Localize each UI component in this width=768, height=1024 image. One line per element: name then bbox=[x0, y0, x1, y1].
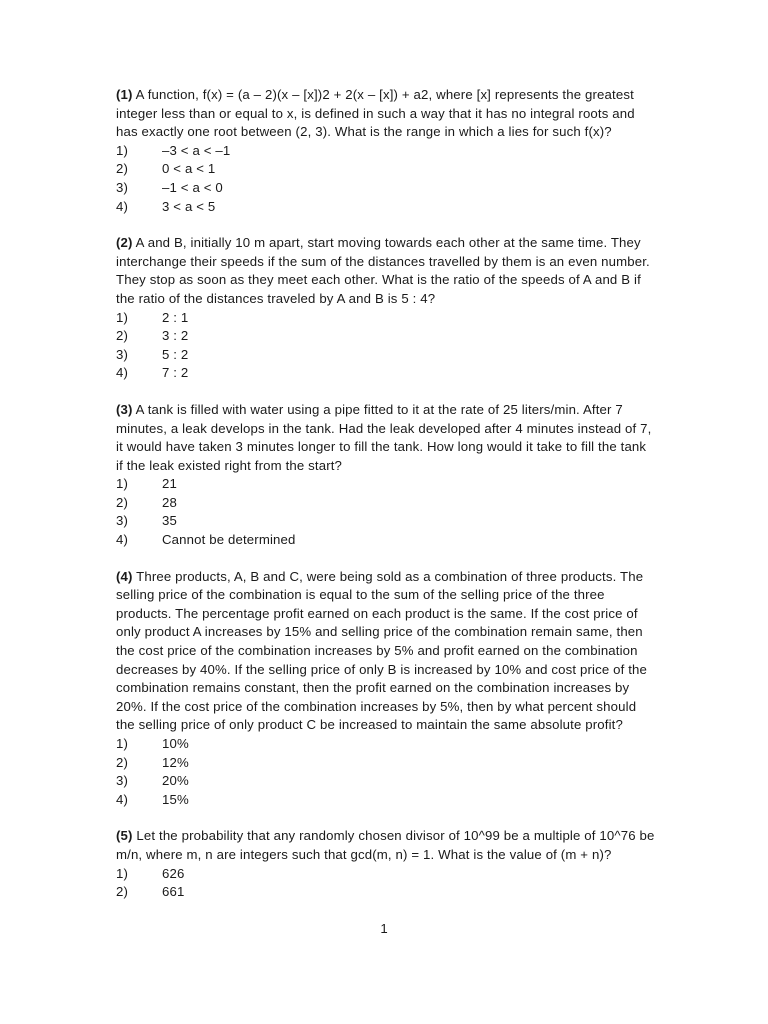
question-body: A function, f(x) = (a – 2)(x – [x])2 + 2(x – [x]) + a2, where [x] represents the greatest integer less than or equal to x, is defined in such a way that it has no integral roots and has exactly one root between (2, 3). What is the range in which a lies for such f(x)? bbox=[116, 87, 635, 140]
option-text: 28 bbox=[162, 494, 177, 510]
option bbox=[116, 754, 656, 773]
option-text: 626 bbox=[162, 865, 185, 881]
question-1 bbox=[116, 86, 656, 216]
option-text: –3 < a < –1 bbox=[162, 142, 231, 158]
option bbox=[116, 883, 656, 902]
option bbox=[116, 198, 656, 217]
option-number: 3) bbox=[116, 346, 129, 362]
question-body: Three products, A, B and C, were being sold as a combination of three products. The selling price of the combination is equal to the sum of the selling price of the three products. The percentage profit earned on each product is the same. If the cost price of only product A increases by 15% and selling price of the combination remain same, then the cost price of the combination increases by 5% and profit earned on the combination decreases by 40%. If the selling price of only B is increased by 10% and cost price of the combination remains constant, then the profit earned on the combination increases by 20%. If the cost price of the combination increases by 5%, then by what percent should the selling price of only product C be increased to maintain the same absolute profit? bbox=[116, 568, 648, 733]
option-number: 1) bbox=[116, 142, 129, 158]
option bbox=[116, 475, 656, 494]
question-number: (1) bbox=[116, 87, 133, 102]
option-number: 2) bbox=[116, 494, 129, 510]
option-number: 4) bbox=[116, 532, 129, 548]
option-text: 20% bbox=[162, 773, 189, 789]
option-text: 661 bbox=[162, 884, 185, 900]
option bbox=[116, 142, 656, 161]
option bbox=[116, 309, 656, 328]
option bbox=[116, 531, 656, 550]
option-text: 15% bbox=[162, 791, 189, 807]
option-list bbox=[116, 735, 656, 809]
option-text: 10% bbox=[162, 736, 189, 751]
question-number: (2) bbox=[116, 235, 133, 251]
question-number: (3) bbox=[116, 401, 133, 417]
question-text bbox=[116, 568, 656, 735]
option-number: 1) bbox=[116, 309, 129, 325]
option bbox=[116, 772, 656, 791]
option-text: 12% bbox=[162, 754, 189, 770]
option-number: 2) bbox=[116, 161, 129, 177]
option-list bbox=[116, 475, 656, 549]
option-number: 3) bbox=[116, 179, 129, 195]
option-text: 2 : 1 bbox=[162, 309, 189, 325]
option-number: 1) bbox=[116, 736, 129, 751]
option-text: –1 < a < 0 bbox=[162, 179, 223, 195]
question-number: (5) bbox=[116, 828, 133, 844]
option-text: 3 : 2 bbox=[162, 328, 189, 344]
question-3 bbox=[116, 401, 656, 550]
question-2 bbox=[116, 234, 656, 383]
question-number: (4) bbox=[116, 568, 133, 584]
question-text bbox=[116, 401, 656, 475]
option-text: 21 bbox=[162, 476, 177, 492]
option-number: 2) bbox=[116, 884, 129, 900]
option bbox=[116, 179, 656, 198]
option-number: 3) bbox=[116, 773, 129, 789]
option bbox=[116, 512, 656, 531]
question-list bbox=[116, 86, 656, 920]
option-number: 3) bbox=[116, 513, 129, 529]
option-number: 1) bbox=[116, 476, 129, 492]
option bbox=[116, 735, 656, 754]
option-text: 0 < a < 1 bbox=[162, 161, 216, 177]
option bbox=[116, 327, 656, 346]
option-text: 35 bbox=[162, 513, 177, 529]
question-text bbox=[116, 827, 656, 864]
option bbox=[116, 346, 656, 365]
question-body: A tank is filled with water using a pipe fitted to it at the rate of 25 liters/min. After 7 minutes, a leak develops in the tank. Had the leak developed after 4 minutes instead of 7, it would have taken 3 minutes longer to fill the tank. How long would it take to fill the tank if the leak existed right from the start? bbox=[116, 401, 652, 473]
question-4 bbox=[116, 568, 656, 810]
question-text bbox=[116, 86, 656, 142]
option-number: 4) bbox=[116, 198, 129, 214]
option-number: 2) bbox=[116, 754, 129, 770]
option-number: 1) bbox=[116, 865, 129, 881]
option-text: Cannot be determined bbox=[162, 532, 296, 548]
page-number: 1 bbox=[380, 921, 388, 936]
option-number: 4) bbox=[116, 791, 129, 807]
option-list bbox=[116, 142, 656, 216]
option-text: 3 < a < 5 bbox=[162, 198, 216, 214]
option-text: 5 : 2 bbox=[162, 346, 189, 362]
option bbox=[116, 364, 656, 383]
question-body: A and B, initially 10 m apart, start moving towards each other at the same time. They interchange their speeds if the sum of the distances travelled by them is an even number. They stop as soon as they meet each other. What is the ratio of the speeds of A and B if the ratio of the distances traveled by A and B is 5 : 4? bbox=[116, 235, 650, 306]
option-list bbox=[116, 865, 656, 902]
option bbox=[116, 494, 656, 513]
option-number: 2) bbox=[116, 328, 129, 344]
option-list bbox=[116, 309, 656, 383]
option-text: 7 : 2 bbox=[162, 365, 189, 381]
option bbox=[116, 865, 656, 884]
option bbox=[116, 791, 656, 810]
question-body: Let the probability that any randomly chosen divisor of 10^99 be a multiple of 10^76 be m/n, where m, n are integers such that gcd(m, n) = 1. What is the value of (m + n)? bbox=[116, 828, 655, 862]
question-5 bbox=[116, 827, 656, 901]
option-number: 4) bbox=[116, 365, 129, 381]
question-text bbox=[116, 234, 656, 308]
option bbox=[116, 160, 656, 179]
